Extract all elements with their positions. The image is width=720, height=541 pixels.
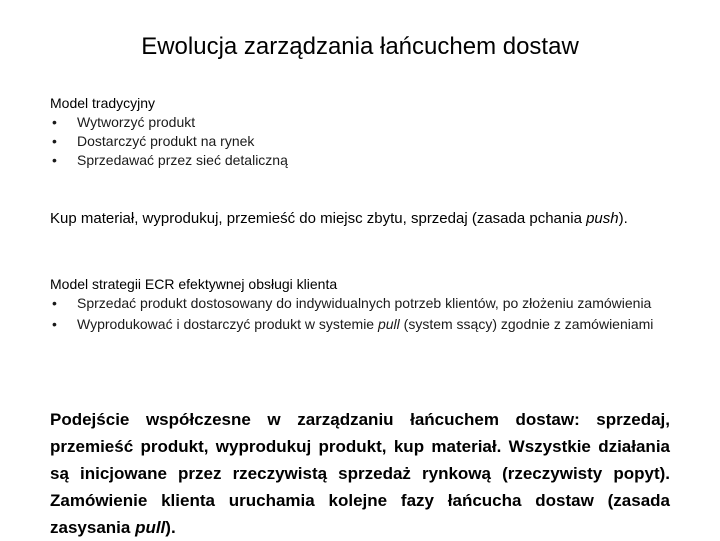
list-item-text: Wytworzyć produkt: [77, 114, 196, 130]
traditional-model-list: [50, 113, 690, 170]
list-item-text-prefix: Wyprodukować i dostarczyć produkt w systemie: [77, 316, 378, 332]
traditional-model-heading: Model tradycyjny: [50, 95, 156, 111]
bullet-icon: •: [52, 152, 57, 168]
bullet-icon: •: [52, 295, 57, 311]
pull-term: pull: [135, 518, 166, 537]
push-principle-paragraph: [50, 208, 718, 229]
modern-approach-text: Podejście współczesne w zarządzaniu łańcuchem dostaw: sprzedaj, przemieść produkt, wyprodukuj produkt, kup materiał. Wszystkie działania są inicjowane przez rzeczywistą sprzedaż rynkową (rzeczywisty popyt). Zamówienie klienta uruchamia kolejne fazy łańcucha dostaw (zasada zasysania: [50, 410, 670, 537]
list-item-text-suffix: (system ssący) zgodnie z zamówieniami: [399, 316, 654, 332]
bullet-icon: •: [52, 114, 57, 130]
list-item: [50, 113, 690, 132]
list-item: [50, 315, 690, 333]
push-term: push: [586, 210, 619, 227]
list-item-text: Dostarczyć produkt na rynek: [77, 133, 255, 149]
ecr-model-heading: Model strategii ECR efektywnej obsługi klienta: [50, 276, 338, 292]
list-item: [50, 132, 690, 151]
pull-term: pull: [377, 316, 400, 332]
bullet-icon: •: [52, 133, 57, 149]
ecr-model-list: [50, 294, 690, 333]
traditional-model-section: [50, 93, 690, 170]
slide-title: Ewolucja zarządzania łańcuchem dostaw: [141, 33, 579, 60]
modern-approach-suffix: ).: [165, 518, 176, 537]
modern-approach-paragraph: [50, 406, 670, 541]
ecr-model-section: [50, 274, 690, 336]
list-item: [50, 294, 690, 312]
bullet-icon: •: [52, 316, 57, 332]
list-item: [50, 151, 690, 170]
push-principle-text: Kup materiał, wyprodukuj, przemieść do miejsc zbytu, sprzedaj (zasada pchania: [50, 210, 587, 227]
list-item-text: Sprzedawać przez sieć detaliczną: [77, 152, 288, 168]
list-item-text: [77, 316, 653, 332]
list-item-text: Sprzedać produkt dostosowany do indywidualnych potrzeb klientów, po złożeniu zamówienia: [77, 295, 652, 311]
push-principle-suffix: ).: [618, 210, 628, 227]
